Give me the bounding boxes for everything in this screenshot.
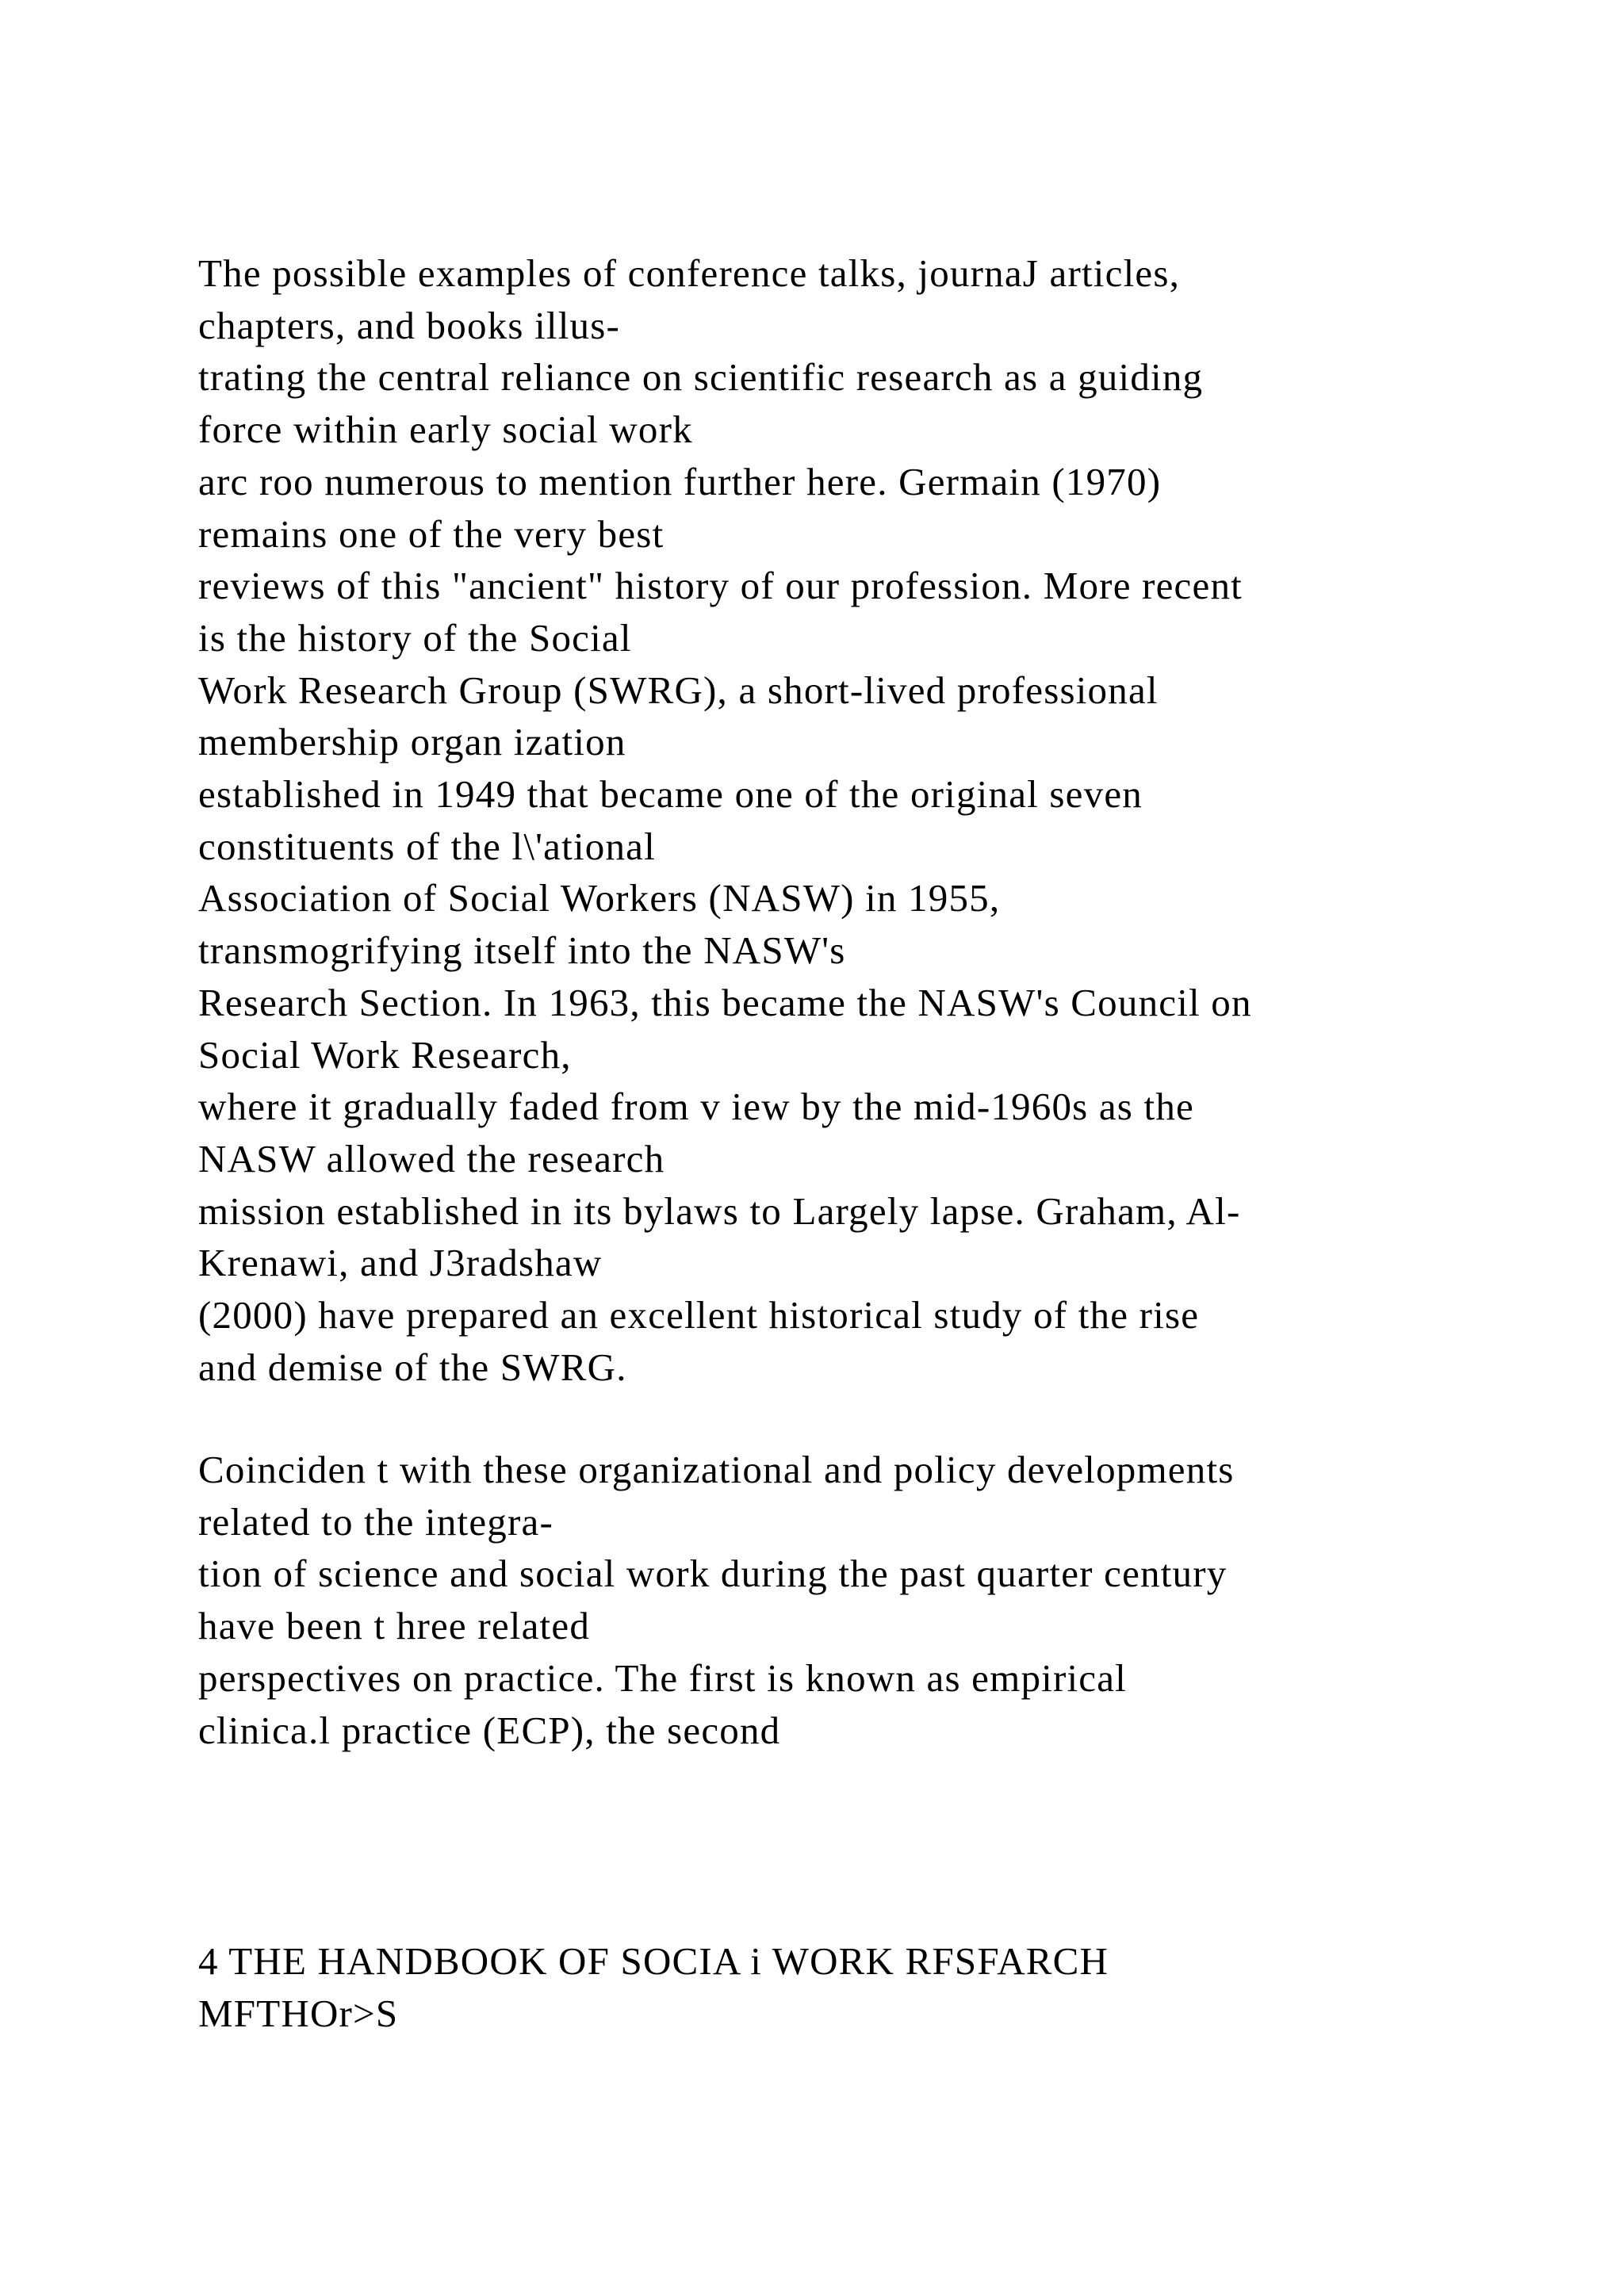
text-line: force within early social work — [198, 408, 693, 452]
text-line: Krenawi, and J3radshaw — [198, 1241, 603, 1285]
text-line: and demise of the SWRG. — [198, 1345, 627, 1389]
text-line: mission established in its bylaws to Largely lapse. Graham, Al- — [198, 1188, 1241, 1233]
text-line: trating the central reliance on scientific research as a guiding — [198, 355, 1204, 400]
text-line: is the history of the Social — [198, 615, 632, 660]
page-footer — [198, 1935, 1467, 2039]
text-line: established in 1949 that became one of the original seven — [198, 772, 1143, 817]
text-line: (2000) have prepared an excellent historical study of the rise — [198, 1293, 1200, 1337]
text-line: Research Section. In 1963, this became the NASW's Council on — [198, 980, 1252, 1024]
text-line: clinica.l practice (ECP), the second — [198, 1708, 781, 1752]
text-line: reviews of this "ancient" history of our profession. More recent — [198, 564, 1243, 608]
text-line: Association of Social Workers (NASW) in 1955, — [198, 876, 1001, 920]
footer-line: MFTHOr>S — [198, 1991, 399, 2035]
text-line: have been t hree related — [198, 1604, 591, 1648]
text-line: membership organ ization — [198, 720, 626, 764]
text-line: constituents of the l\'ational — [198, 824, 656, 868]
paragraph-practice-perspectives — [198, 1444, 1467, 1756]
text-line: Social Work Research, — [198, 1032, 572, 1077]
text-line: perspectives on practice. The first is known as empirical — [198, 1655, 1127, 1700]
text-line: The possible examples of conference talks, journaJ articles, — [198, 251, 1181, 295]
text-line: arc roo numerous to mention further here. Germain (1970) — [198, 459, 1162, 503]
text-line: Work Research Group (SWRG), a short-lived professional — [198, 668, 1159, 712]
text-line: NASW allowed the research — [198, 1136, 665, 1181]
text-line: related to the integra- — [198, 1499, 553, 1544]
text-line: remains one of the very best — [198, 511, 665, 556]
text-line: chapters, and books illus- — [198, 303, 620, 347]
text-line: tion of science and social work during the past quarter century — [198, 1552, 1228, 1596]
paragraph-history — [198, 247, 1467, 1393]
footer-line: 4 THE HANDBOOK OF SOCIA i WORK RFSFARCH — [198, 1939, 1109, 1983]
text-line: Coinciden t with these organizational and policy developments — [198, 1448, 1235, 1491]
text-line: transmogrifying itself into the NASW's — [198, 928, 846, 973]
text-line: where it gradually faded from v iew by the mid-1960s as the — [198, 1085, 1194, 1129]
